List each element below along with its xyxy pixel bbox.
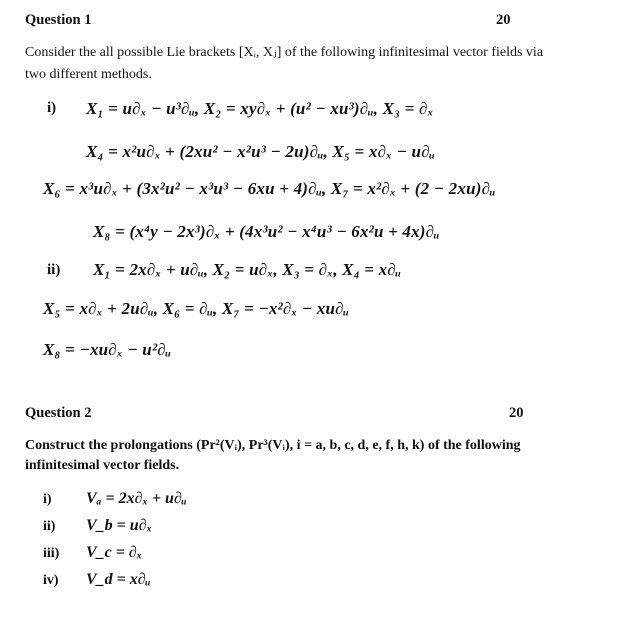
q2-item-label: ii)	[43, 519, 56, 534]
q1-part-i-label: i)	[47, 100, 57, 116]
q2-intro-line1: Construct the prolongations (Pr²(Vᵢ), Pr³(Vᵢ), i = a, b, c, d, e, f, h, k) of the following	[25, 438, 521, 453]
q2-title: Question 2	[25, 405, 92, 421]
q1-part-i-line-4: X₈ = (x⁴y − 2x³)∂ₓ + (4x³u² − x⁴u³ − 6x²u + 4x)∂ᵤ	[93, 222, 440, 241]
q2-intro-line2: infinitesimal vector fields.	[25, 458, 180, 473]
q2-item-expr: V_b = u∂ₓ	[86, 517, 153, 534]
q1-part-ii-line-1: X₁ = 2x∂ₓ + u∂ᵤ, X₂ = u∂ₓ, X₃ = ∂ₓ, X₄ = x∂ᵤ	[93, 260, 402, 279]
q2-item-expr: V_c = ∂ₓ	[86, 544, 143, 561]
q1-part-i-line-2: X₄ = x²u∂ₓ + (2xu² − x²u³ − 2u)∂ᵤ, X₅ = x∂ₓ − u∂ᵤ	[86, 142, 436, 161]
q2-item-expr: Vₐ = 2x∂ₓ + u∂ᵤ	[86, 490, 187, 507]
q1-part-ii-line-3: X₈ = −xu∂ₓ − u²∂ᵤ	[43, 340, 172, 359]
q1-intro-line2: two different methods.	[25, 67, 152, 82]
q1-part-ii-line-2: X₅ = x∂ₓ + 2u∂ᵤ, X₆ = ∂ᵤ, X₇ = −x²∂ₓ − xu∂ᵤ	[43, 299, 350, 318]
q2-item-expr: V_d = x∂ᵤ	[86, 571, 151, 588]
q1-points: 20	[496, 12, 511, 28]
q1-part-i-line-1: X₁ = u∂ₓ − u³∂ᵤ, X₂ = xy∂ₓ + (u² − xu³)∂ᵤ, X₃ = ∂ₓ	[86, 99, 434, 118]
q1-part-i-line-3: X₆ = x³u∂ₓ + (3x²u² − x³u³ − 6xu + 4)∂ᵤ, X₇ = x²∂ₓ + (2 − 2xu)∂ᵤ	[43, 179, 496, 198]
q2-item-label: i)	[43, 492, 52, 507]
q1-intro-line1: Consider the all possible Lie brackets [Xᵢ, Xⱼ] of the following infinitesimal vector fields via	[25, 45, 544, 60]
q2-item-label: iii)	[43, 546, 60, 561]
q1-title: Question 1	[25, 12, 92, 28]
q2-points: 20	[509, 405, 524, 421]
q2-item-label: iv)	[43, 573, 59, 588]
q1-part-ii-label: ii)	[47, 262, 61, 278]
